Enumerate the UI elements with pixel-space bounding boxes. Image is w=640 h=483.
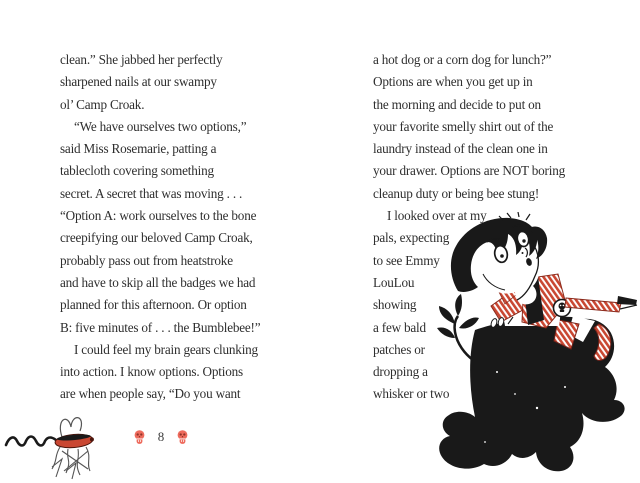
text-line: “We have ourselves two options,” xyxy=(74,118,247,134)
text-line: to see Emmy xyxy=(373,252,440,268)
text-line: and have to skip all the badges we had xyxy=(60,274,256,290)
text-line: creepifying our beloved Camp Croak, xyxy=(60,230,253,246)
text-line: “Option A: work ourselves to the bone xyxy=(60,208,257,224)
text-line: laundry instead of the clean one in xyxy=(373,141,548,157)
page-number: 8 xyxy=(157,429,165,444)
text-line: your favorite smelly shirt out of the xyxy=(373,118,554,134)
text-line: sharpened nails at our swampy xyxy=(60,74,217,90)
text-line: a few bald xyxy=(373,319,426,335)
mosquito-doodle-illustration xyxy=(2,407,114,481)
text-line: showing xyxy=(373,297,417,313)
text-line: Options are when you get up in xyxy=(373,74,533,90)
girl-nostril xyxy=(522,252,524,254)
text-line: I could feel my brain gears clunking xyxy=(74,341,258,357)
text-line: LouLou xyxy=(373,274,415,290)
text-line: I looked over at my xyxy=(387,208,487,224)
striped-arm-and-stick xyxy=(565,296,637,312)
text-line: said Miss Rosemarie, patting a xyxy=(60,141,217,157)
text-line: whisker or two xyxy=(373,386,450,402)
squiggle-trail xyxy=(6,437,56,446)
text-line: tablecloth covering something xyxy=(60,163,214,179)
mosquito-body xyxy=(55,433,95,449)
text-line: probably pass out from heatstroke xyxy=(60,252,233,268)
text-line: planned for this afternoon. Or option xyxy=(60,297,247,313)
text-line: a hot dog or a corn dog for lunch?” xyxy=(373,52,552,67)
text-line: ol’ Camp Croak. xyxy=(60,96,145,112)
text-line: your drawer. Options are NOT boring xyxy=(373,163,565,179)
text-line: are when people say, “Do you want xyxy=(60,386,241,402)
text-line: pals, expecting xyxy=(373,230,450,246)
text-line: cleanup duty or being bee stung! xyxy=(373,185,540,201)
girl-leaping-illustration xyxy=(425,212,640,483)
text-line: B: five minutes of . . . the Bumblebee!” xyxy=(60,319,261,335)
skull-icon xyxy=(176,430,189,445)
text-line: into action. I know options. Options xyxy=(60,364,243,380)
mosquito-legs xyxy=(52,447,90,479)
text-line: the morning and decide to put on xyxy=(373,96,541,112)
text-line: clean.” She jabbed her perfectly xyxy=(60,52,223,67)
text-line: patches or xyxy=(373,341,425,357)
text-line: secret. A secret that was moving . . . xyxy=(60,185,243,201)
skull-icon xyxy=(133,430,146,445)
black-skirt-and-shoes xyxy=(439,317,624,472)
text-line: dropping a xyxy=(373,364,428,380)
left-page-column xyxy=(60,49,275,406)
